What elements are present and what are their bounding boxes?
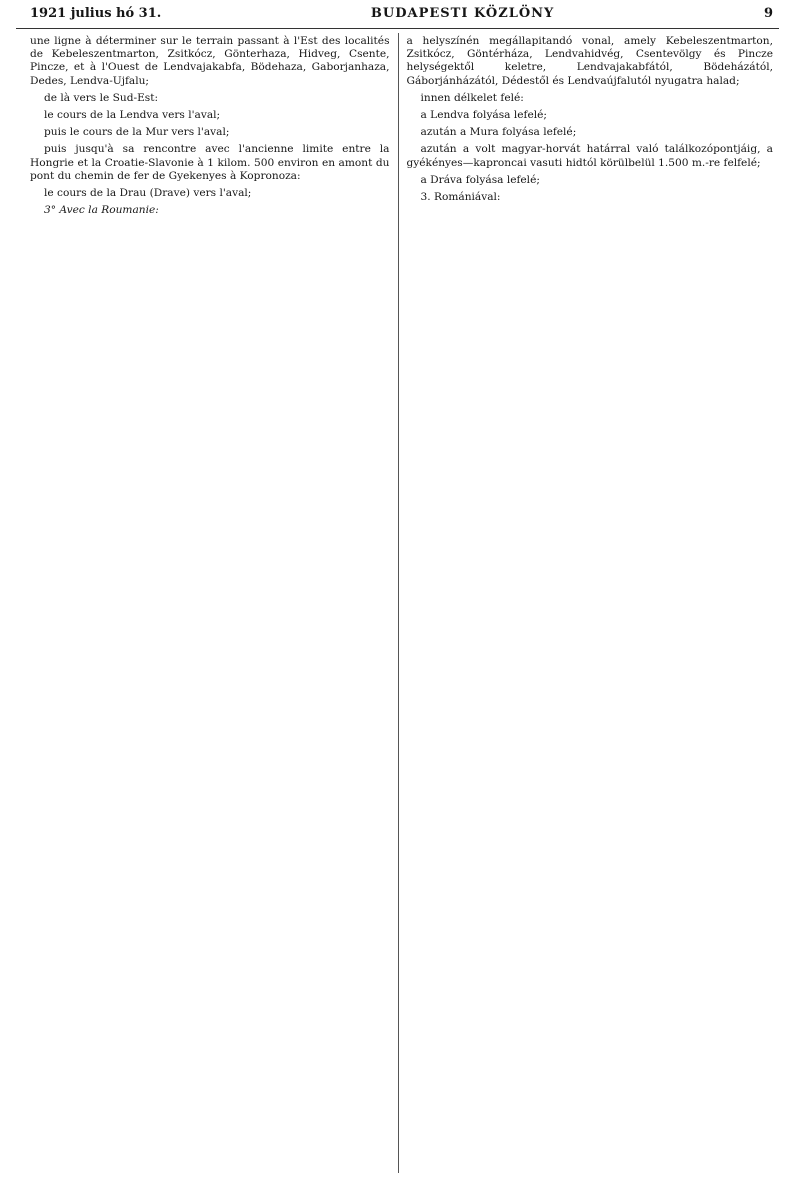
newspaper-title: BUDAPESTI KÖZLÖNY [370, 6, 555, 21]
text-columns [16, 33, 779, 1173]
paragraph: une ligne à déterminer sur le terrain passant à l'Est des localités de Kebeleszentmarton, Zsitkócz, Gönterhaza, Hidveg, Csente, Pincze, et à l'Ouest de Lendvajakabfa, Bödehaza, Gaborjanhaza, Dedes, Lendva-Ujfalu; [30, 35, 390, 87]
issue-date: 1921 julius hó 31. [30, 6, 162, 21]
french-text-column [16, 33, 398, 1173]
paragraph: le cours de la Drau (Drave) vers l'aval; [44, 187, 252, 200]
section-heading: 3. Romániával: [420, 191, 501, 204]
paragraph: innen délkelet felé: [420, 91, 524, 104]
section-heading: 3° Avec la Roumanie: [44, 204, 159, 217]
paragraph: azután a volt magyar-horvát határral való találkozópontjáig, a gyékényes—kaproncai vasuti hidtól körülbelül 1.500 m.-re felfelé; [406, 143, 773, 169]
paragraph: a Lendva folyása lefelé; [420, 109, 547, 122]
paragraph: le cours de la Lendva vers l'aval; [44, 109, 221, 122]
paragraph: azután a Mura folyása lefelé; [420, 126, 577, 139]
paragraph: de là vers le Sud-Est: [44, 91, 159, 104]
paragraph: puis le cours de la Mur vers l'aval; [44, 126, 230, 139]
hungarian-text-column [398, 33, 780, 1173]
paragraph: a helyszínén megállapitandó vonal, amely Kebeleszentmarton, Zsitkócz, Göntérháza, Lendvahidvég, Csentevölgy és Pincze helységektől keletre, Lendvajakabfától, Bödeházától, Gáborjánházától, Dédestől és Lendvaújfalutól nyugatra halad; [406, 35, 773, 87]
page-header [16, 6, 779, 29]
page-number: 9 [763, 6, 773, 21]
paragraph: a Dráva folyása lefelé; [420, 173, 540, 186]
paragraph: puis jusqu'à sa rencontre avec l'ancienne limite entre la Hongrie et la Croatie-Slavonie à 1 kilom. 500 environ en amont du pont du chemin de fer de Gyekenyes à Kopronoza: [30, 143, 390, 182]
